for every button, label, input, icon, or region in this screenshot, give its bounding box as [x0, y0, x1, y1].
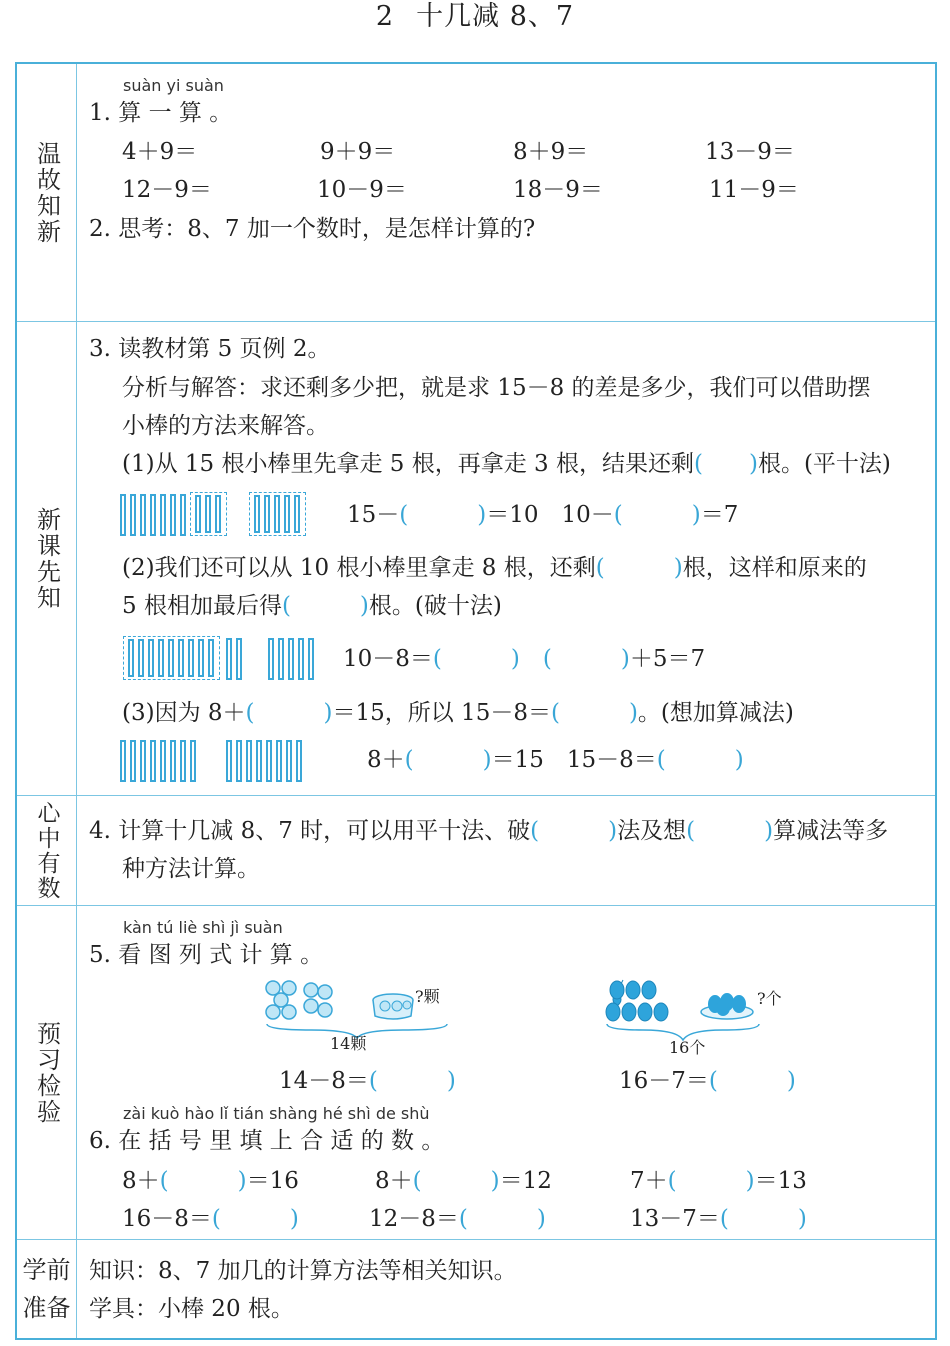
section-label: 预习检验 [17, 906, 77, 1239]
math-item: 4＋9＝ [122, 139, 198, 165]
unknown-label: ?颗 [415, 987, 440, 1006]
question-5: 5. 看 图 列 式 计 算 。 [89, 942, 324, 968]
math-item: 10－9＝ [317, 177, 407, 203]
stick [120, 494, 126, 536]
section-prep [17, 1240, 935, 1338]
fill-item: 8＋( )＝16 [122, 1168, 299, 1194]
question-1: 1. 算 一 算 。 [89, 100, 233, 126]
answer-blank[interactable]: ( ) [159, 1168, 247, 1194]
math-item: 9＋9＝ [320, 139, 396, 165]
stick [150, 494, 156, 536]
stick [140, 494, 146, 536]
part-3: (3)因为 8＋( )＝15，所以 15－8＝( )。(想加算减法) [122, 700, 794, 726]
total-label: 16个 [669, 1038, 706, 1057]
sticks-group-3 [120, 740, 306, 782]
answer-blank[interactable]: ( ) [211, 1206, 299, 1232]
answer-blank[interactable]: ( ) [693, 451, 758, 477]
removed-sticks-box [123, 636, 220, 680]
question-3: 3. 读教材第 5 页例 2。 [89, 336, 331, 362]
equation-2: 10－8＝( ) ( )＋5＝7 [343, 646, 706, 672]
math-item: 12－9＝ [122, 177, 212, 203]
section-label: 新课先知 [17, 322, 77, 795]
lesson-title: 十几减 8、7 [416, 1, 575, 32]
analysis-line: 小棒的方法来解答。 [122, 413, 329, 439]
equation-5a: 14－8＝( ) [279, 1068, 456, 1094]
section-label: 温故知新 [17, 64, 77, 321]
answer-blank[interactable]: ( ) [613, 502, 701, 528]
answer-blank[interactable]: ( ) ( ) [432, 646, 630, 672]
equation-5b: 16－7＝( ) [619, 1068, 796, 1094]
bowl-icon [373, 994, 413, 1019]
lesson-number: 2 [375, 1, 395, 32]
answer-blank[interactable]: ( ) [686, 818, 774, 844]
part-1: (1)从 15 根小棒里先拿走 5 根，再拿走 3 根，结果还剩( )根。(平十法) [122, 451, 891, 477]
part-2: (2)我们还可以从 10 根小棒里拿走 8 根，还剩( )根，这样和原来的 [122, 555, 867, 581]
math-item: 13－9＝ [705, 139, 795, 165]
pinyin: suàn yi suàn [123, 76, 224, 95]
removed-sticks-box [249, 492, 306, 536]
answer-blank[interactable]: ( ) [667, 1168, 755, 1194]
answer-blank[interactable]: ( ) [245, 700, 333, 726]
section-mind [17, 796, 935, 906]
total-label: 14颗 [330, 1034, 367, 1053]
question-4-cont: 种方法计算。 [122, 856, 260, 882]
fill-item: 16－8＝( ) [122, 1206, 299, 1232]
answer-blank[interactable]: ( ) [595, 555, 683, 581]
fill-item: 7＋( )＝13 [630, 1168, 807, 1194]
section-review [17, 64, 935, 322]
stick [160, 494, 166, 536]
answer-blank[interactable]: ( ) [399, 502, 487, 528]
worksheet [15, 62, 937, 1340]
answer-blank[interactable]: ( ) [458, 1206, 546, 1232]
plate-icon [701, 993, 753, 1019]
answer-blank[interactable]: ( ) [656, 747, 744, 773]
answer-blank[interactable]: ( ) [550, 700, 638, 726]
page-title [0, 0, 950, 34]
answer-blank[interactable]: ( ) [281, 593, 369, 619]
equation-3: 8＋( )＝15 15－8＝( ) [367, 747, 744, 773]
answer-blank[interactable]: ( ) [530, 818, 618, 844]
part-2-cont: 5 根相加最后得( )根。(破十法) [122, 593, 502, 619]
question-4: 4. 计算十几减 8、7 时，可以用平十法、破( )法及想( )算减法等多 [89, 818, 889, 844]
prep-tools: 学具：小棒 20 根。 [89, 1296, 294, 1322]
math-item: 8＋9＝ [513, 139, 589, 165]
stick [170, 494, 176, 536]
sticks-group-1 [120, 492, 306, 536]
question-6: 6. 在 括 号 里 填 上 合 适 的 数 。 [89, 1128, 445, 1154]
section-preview [17, 322, 935, 796]
question-2: 2. 思考：8、7 加一个数时，是怎样计算的? [89, 216, 536, 242]
math-item: 11－9＝ [709, 177, 799, 203]
stick [130, 494, 136, 536]
fill-item: 13－7＝( ) [630, 1206, 807, 1232]
equation-1: 15－( )＝10 10－( )＝7 [347, 502, 739, 528]
unknown-label: ?个 [757, 989, 782, 1008]
prep-knowledge: 知识：8、7 加几的计算方法等相关知识。 [89, 1258, 517, 1284]
answer-blank[interactable]: ( ) [719, 1206, 807, 1232]
section-label: 学前 准备 [17, 1240, 77, 1338]
fill-item: 8＋( )＝12 [375, 1168, 552, 1194]
section-check [17, 906, 935, 1240]
answer-blank[interactable]: ( ) [368, 1068, 456, 1094]
analysis-line: 分析与解答：求还剩多少把，就是求 15－8 的差是多少，我们可以借助摆 [122, 375, 871, 401]
pinyin: kàn tú liè shì jì suàn [123, 918, 283, 937]
math-item: 18－9＝ [513, 177, 603, 203]
sticks-group-2 [123, 636, 318, 680]
answer-blank[interactable]: ( ) [404, 747, 492, 773]
answer-blank[interactable]: ( ) [412, 1168, 500, 1194]
pinyin: zài kuò hào lǐ tián shàng hé shì de shù [123, 1104, 430, 1123]
fill-item: 12－8＝( ) [369, 1206, 546, 1232]
answer-blank[interactable]: ( ) [708, 1068, 796, 1094]
section-label: 心中有数 [17, 796, 77, 905]
removed-sticks-box [190, 492, 227, 536]
stick [180, 494, 186, 536]
